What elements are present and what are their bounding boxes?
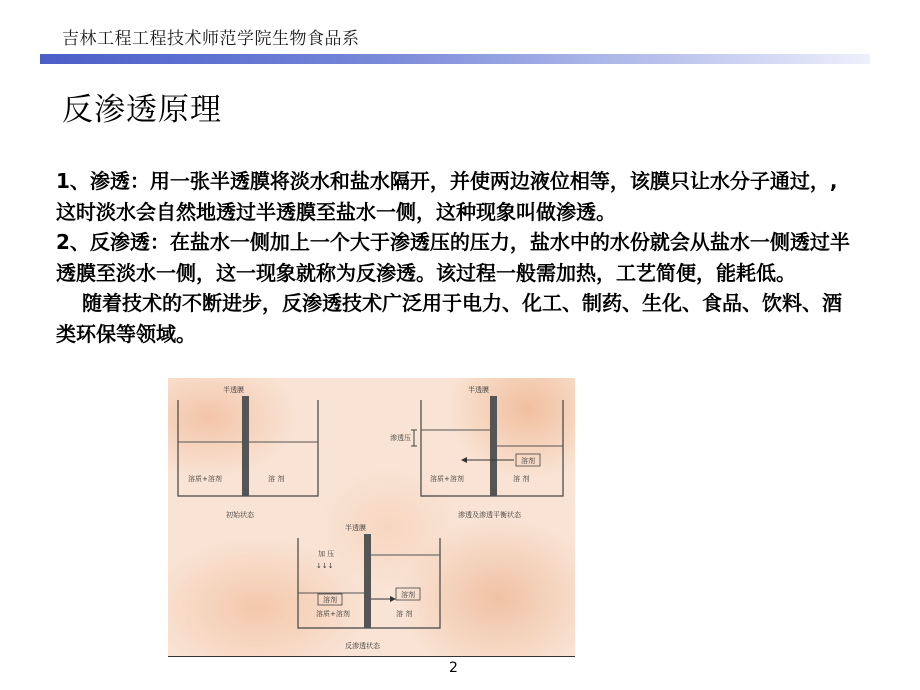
panel2-caption: 渗透及渗透平衡状态 [458, 511, 521, 519]
panel2-arrow-head-icon [461, 457, 467, 463]
panel3-pressure-arrows-icon: ↓↓↓ [316, 562, 334, 570]
panel1-membrane-label: 半透膜 [223, 386, 244, 394]
header-title: 吉林工程工程技术师范学院生物食品系 [62, 29, 360, 49]
paragraph-applications: 随着技术的不断进步，反渗透技术广泛用于电力、化工、制药、生化、食品、饮料、酒类环保等领域。 [56, 291, 842, 346]
panel2-left-label: 溶质+溶剂 [430, 475, 464, 483]
panel2-membrane [490, 396, 497, 496]
panel3-membrane [364, 534, 371, 628]
panel3-membrane-label: 半透膜 [345, 524, 366, 532]
panel3-caption: 反渗透状态 [345, 642, 380, 650]
header-divider-bar [40, 54, 870, 64]
panel-initial-state [178, 385, 318, 519]
panel1-membrane [242, 396, 249, 496]
panel2-box-label: 溶剂 [521, 457, 535, 465]
panel1-right-label: 溶 剂 [268, 475, 285, 483]
figure-bottom-rule [168, 656, 575, 657]
slide-title: 反渗透原理 [62, 92, 222, 128]
slide-body [56, 166, 856, 349]
panel1-caption: 初始状态 [226, 511, 254, 519]
osmosis-diagram-svg [168, 378, 575, 656]
panel3-right-label: 溶 剂 [396, 610, 413, 618]
osmosis-diagram [168, 378, 575, 656]
panel3-arrow-head-icon [390, 596, 396, 602]
panel2-membrane-label: 半透膜 [468, 386, 489, 394]
panel2-right-label: 溶 剂 [513, 475, 530, 483]
panel3-press-label: 加 压 [318, 550, 335, 558]
panel3-left-box-label: 溶剂 [323, 596, 337, 604]
panel-osmosis-equilibrium [390, 385, 563, 519]
panel-reverse-osmosis [298, 523, 440, 650]
paragraph-osmosis: 1、渗透：用一张半透膜将淡水和盐水隔开，并使两边液位相等，该膜只让水分子通过，,这时淡水会自然地透过半透膜至盐水一侧，这种现象叫做渗透。 [56, 169, 838, 224]
panel3-left-label: 溶质+溶剂 [316, 610, 350, 618]
panel3-right-box-label: 溶剂 [401, 591, 415, 599]
panel2-pressure-label: 渗透压 [390, 434, 411, 442]
panel1-left-label: 溶质+溶剂 [188, 475, 222, 483]
page-number: 2 [449, 660, 458, 676]
paragraph-reverse-osmosis: 2、反渗透：在盐水一侧加上一个大于渗透压的压力，盐水中的水份就会从盐水一侧透过半透膜至淡水一侧，这一现象就称为反渗透。该过程一般需加热，工艺简便，能耗低。 [56, 230, 850, 285]
